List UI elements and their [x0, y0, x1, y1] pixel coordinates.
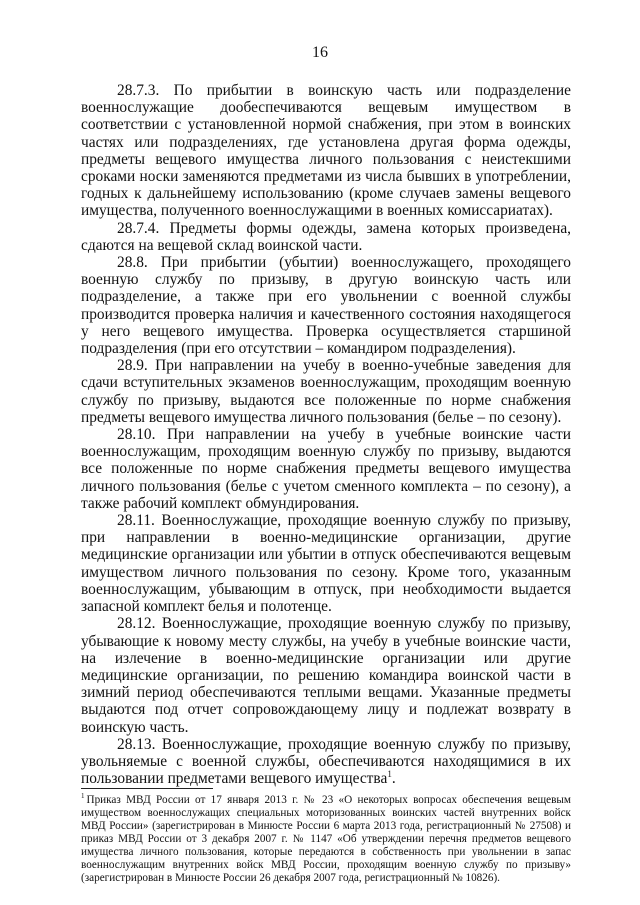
paragraph-28-7-4: 28.7.4. Предметы формы одежды, замена которых произведена, сдаются на вещевой склад воинской части. — [81, 219, 571, 254]
footnote-divider — [81, 788, 213, 789]
footnote-text: Приказ МВД России от 17 января 2013 г. № 23 «О некоторых вопросах обеспечения вещевым имуществом военнослужащих специальных моторизованных воинских частей внутренних войск МВД России» (зарегистрирован в Минюсте России 6 марта 2013 года, регистрационный № 27508) и приказ МВД России от 3 декабря 2007 г. № 1147 «Об утверждении перечня предметов вещевого имущества личного пользования, которые передаются в собственность при увольнении в запас военнослужащим внутренних войск МВД России, проходящим военную службу по призыву» (зарегистрирован в Минюсте России 26 декабря 2007 года, регистрационный № 10826). — [81, 794, 571, 884]
page-number: 16 — [312, 44, 328, 61]
footnote — [81, 794, 571, 885]
paragraph-28-12: 28.12. Военнослужащие, проходящие военную службу по призыву, убывающие к новому месту службы, на учебу в учебные воинские части, на излечение в военно-медицинские организации или другие медицинские организации, по решению командира воинской части в зимний период обеспечиваются теплыми вещами. Указанные предметы выдаются под отчет сопровождающему лицу и подлежат возврату в воинскую часть. — [81, 615, 571, 736]
paragraph-28-7-3: 28.7.3. По прибытии в воинскую часть или подразделение военнослужащие дообеспечиваются вещевым имуществом в соответствии с установленной нормой снабжения, при этом в воинских частях или подразделениях, где установлена другая форма одежды, предметы вещевого имущества личного пользования с неистекшими сроками носки заменяются предметами из числа бывших в употреблении, годных к дальнейшему использованию (кроме случаев замены вещевого имущества, полученного военнослужащими в военных комиссариатах). — [81, 82, 571, 220]
paragraph-28-9: 28.9. При направлении на учебу в военно-учебные заведения для сдачи вступительных экзаменов военнослужащим, проходящим военную службу по призыву, выдаются все положенные по норме снабжения предметы вещевого имущества личного пользования (белье – по сезону). — [81, 357, 571, 426]
footnote-marker: 1 — [81, 792, 85, 801]
document-body — [81, 82, 571, 787]
paragraph-28-10: 28.10. При направлении на учебу в учебные воинские части военнослужащим, проходящим военную службу по призыву, выдаются все положенные по норме снабжения предметы вещевого имущества личного пользования (белье с учетом сменного комплекта – по сезону), а также рабочий комплект обмундирования. — [81, 426, 571, 512]
paragraph-28-13: 28.13. Военнослужащие, проходящие военную службу по призыву, увольняемые с военной службы, обеспечиваются находящимися в их пользовании предметами вещевого имущества — [81, 735, 571, 788]
paragraph-28-8: 28.8. При прибытии (убытии) военнослужащего, проходящего военную службу по призыву, в другую воинскую часть или подразделение, а также при его увольнении с военной службы производится проверка наличия и качественного состояния находящегося у него вещевого имущества. Проверка осуществляется старшиной подразделения (при его отсутствии – командиром подразделения). — [81, 254, 571, 358]
paragraph-28-13-container: 28.13. Военнослужащие, проходящие военную службу по призыву, увольняемые с военной службы, обеспечиваются находящимися в их пользовании предметами вещевого имущества$^1$. — [81, 735, 571, 788]
paragraph-28-11: 28.11. Военнослужащие, проходящие военную службу по призыву, при направлении в военно-медицинские организации, другие медицинские организации или убытии в отпуск обеспечиваются вещевым имуществом личного пользования по сезону. Кроме того, указанным военнослужащим, убывающим в отпуск, при необходимости выдается запасной комплект белья и полотенце. — [81, 512, 571, 616]
footnote-reference[interactable]: 1 — [387, 769, 392, 779]
